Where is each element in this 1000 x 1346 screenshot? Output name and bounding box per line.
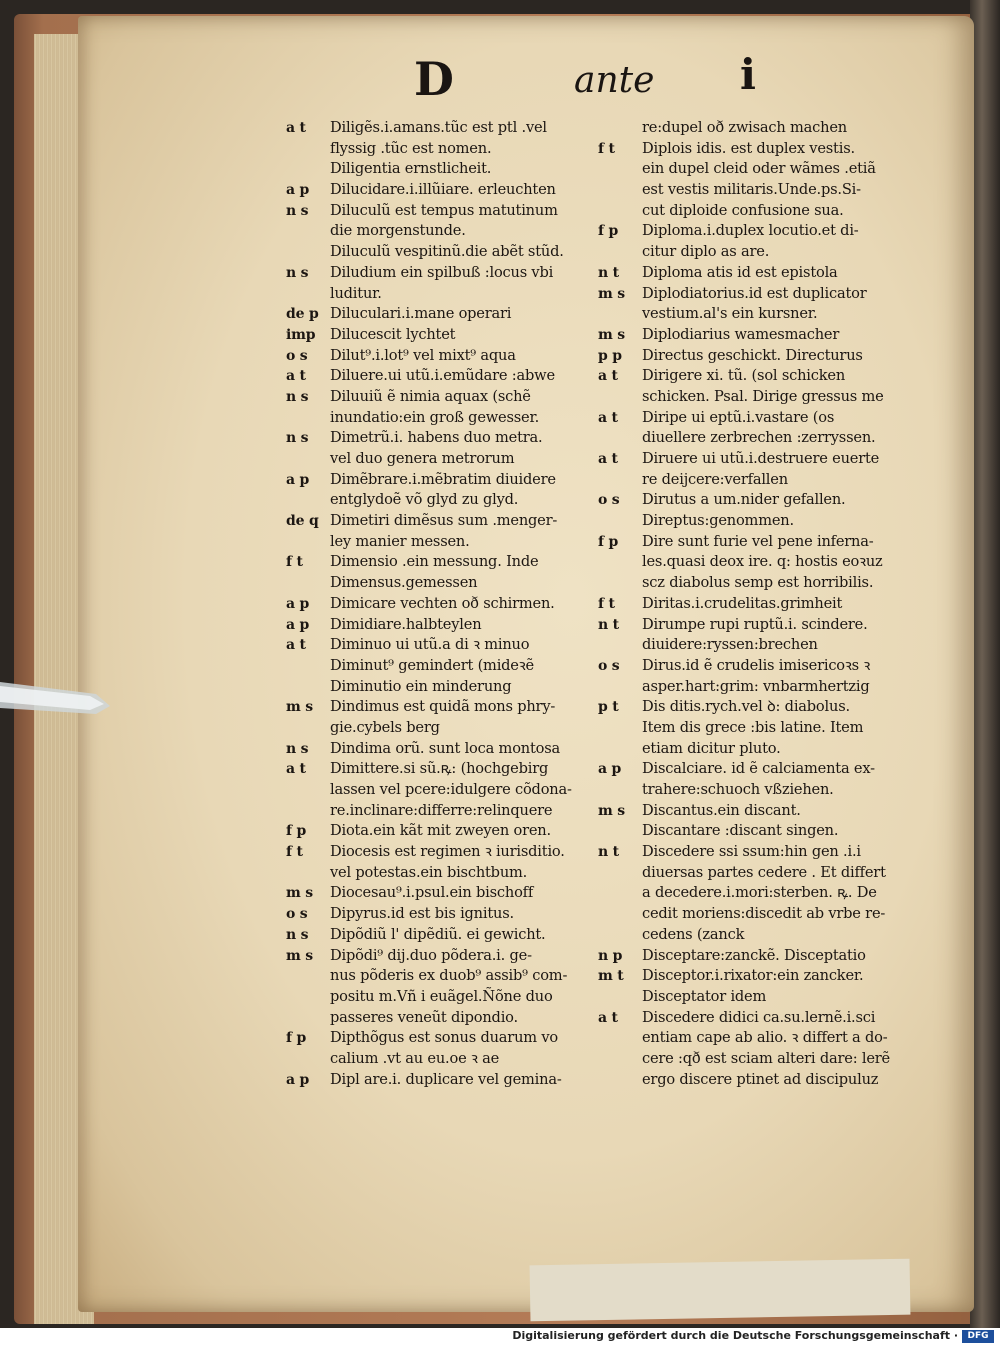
- header-signature: i: [740, 50, 756, 99]
- entry-text: Discantare :discant singen.: [642, 822, 839, 840]
- entry-text: Dimidiare.halbteylen: [330, 615, 482, 633]
- dictionary-line: [286, 159, 616, 180]
- dictionary-line: [286, 573, 616, 594]
- entry-text: gie.cybels berg: [330, 718, 440, 736]
- grammar-tag: a p: [286, 182, 310, 199]
- dictionary-line: [598, 242, 928, 263]
- grammar-tag: n s: [286, 740, 309, 757]
- dictionary-line: [286, 118, 616, 139]
- grammar-tag: f p: [598, 223, 619, 240]
- entry-text: passeres veneũt dipondio.: [330, 1008, 518, 1026]
- dictionary-line: [286, 490, 616, 511]
- dfg-logo: DFG: [962, 1330, 994, 1343]
- entry-text: die morgenstunde.: [330, 222, 466, 240]
- dictionary-line: [286, 594, 616, 615]
- dictionary-line: [598, 325, 928, 346]
- grammar-tag: a p: [598, 761, 622, 778]
- grammar-tag: a p: [286, 616, 310, 633]
- dictionary-line: [286, 532, 616, 553]
- entry-text: Dirutus a um.nider gefallen.: [642, 491, 846, 509]
- grammar-tag: a t: [598, 1009, 618, 1026]
- dictionary-line: [598, 304, 928, 325]
- entry-text: Directus geschickt. Directurus: [642, 346, 863, 364]
- entry-text: Dimetiri dimẽsus sum .menger-: [330, 512, 558, 530]
- entry-text: Dire sunt furie vel pene inferna-: [642, 532, 874, 550]
- grammar-tag: n s: [286, 202, 309, 219]
- entry-text: Dimensus.gemessen: [330, 574, 478, 592]
- entry-text: Dipõdiũ l' dipẽdiũ. ei gewicht.: [330, 925, 546, 943]
- dictionary-line: [286, 428, 616, 449]
- dictionary-line: [286, 1049, 616, 1070]
- dictionary-line: [286, 966, 616, 987]
- dictionary-line: [598, 159, 928, 180]
- entry-text: Diluculũ vespitinũ.die abẽt stũd.: [330, 243, 564, 261]
- dictionary-line: [286, 1070, 616, 1091]
- dictionary-line: [598, 1070, 928, 1091]
- dictionary-line: [286, 201, 616, 222]
- grammar-tag: a t: [598, 409, 618, 426]
- grammar-tag: n t: [598, 616, 619, 633]
- entry-text: Diluculari.i.mane operari: [330, 305, 512, 323]
- entry-text: ein dupel cleid oder wãmes .etiã: [642, 160, 876, 178]
- dictionary-line: [598, 656, 928, 677]
- dictionary-line: [598, 408, 928, 429]
- entry-text: Disceptor.i.rixator:ein zancker.: [642, 967, 864, 985]
- grammar-tag: de p: [286, 306, 319, 323]
- entry-text: Diminutio ein minderung: [330, 677, 512, 695]
- entry-text: scz diabolus semp est horribilis.: [642, 574, 874, 592]
- dictionary-line: [598, 346, 928, 367]
- entry-text: Dis ditis.rych.vel ꝺ: diabolus.: [642, 698, 850, 716]
- dictionary-line: [598, 904, 928, 925]
- funding-credit: Digitalisierung gefördert durch die Deutsche Forschungsgemeinschaft ·: [512, 1329, 958, 1342]
- grammar-tag: a t: [598, 368, 618, 385]
- dictionary-line: [598, 946, 928, 967]
- dictionary-line: [286, 449, 616, 470]
- dictionary-line: [598, 1008, 928, 1029]
- entry-text: est vestis militaris.Unde.ps.Si-: [642, 181, 861, 199]
- entry-text: Dilucidare.i.illũiare. erleuchten: [330, 181, 556, 199]
- dictionary-line: [286, 615, 616, 636]
- grammar-tag: a t: [286, 368, 306, 385]
- dictionary-line: [286, 656, 616, 677]
- dictionary-line: [286, 863, 616, 884]
- entry-text: Diripe ui eptũ.i.vastare (os: [642, 408, 835, 426]
- dictionary-line: [598, 925, 928, 946]
- dictionary-line: [286, 263, 616, 284]
- entry-text: Diluuiũ ẽ nimia aquax (schẽ: [330, 387, 531, 405]
- entry-text: Dindima orũ. sunt loca montosa: [330, 739, 561, 757]
- dictionary-line: [286, 739, 616, 760]
- dictionary-line: [598, 821, 928, 842]
- dictionary-line: [286, 677, 616, 698]
- header-word: ante: [574, 60, 655, 101]
- entry-text: Disceptator idem: [642, 987, 767, 1005]
- entry-text: Dimensio .ein messung. Inde: [330, 553, 539, 571]
- dictionary-line: [598, 718, 928, 739]
- entry-text: re.inclinare:differre:relinquere: [330, 801, 553, 819]
- entry-text: Dimittere.si sũ.ꝶ: (hochgebirg: [330, 760, 549, 778]
- grammar-tag: n s: [286, 430, 309, 447]
- dictionary-line: [598, 221, 928, 242]
- dictionary-line: [286, 408, 616, 429]
- dictionary-line: [598, 449, 928, 470]
- grammar-tag: f p: [286, 1030, 307, 1047]
- grammar-tag: o s: [598, 492, 620, 509]
- grammar-tag: f p: [286, 823, 307, 840]
- entry-text: entiam cape ab alio. ꝛ differt a do-: [642, 1029, 888, 1047]
- entry-text: Diludium ein spilbuß :locus vbi: [330, 263, 554, 281]
- dictionary-line: [286, 470, 616, 491]
- entry-text: cedens (zanck: [642, 925, 745, 943]
- dictionary-line: [598, 966, 928, 987]
- entry-text: Dirus.id ẽ crudelis imisericoꝛs ꝛ: [642, 656, 871, 674]
- entry-text: Dipõdi⁹ dij.duo põdera.i. ge-: [330, 946, 532, 964]
- entry-text: Diplodiatorius.id est duplicator: [642, 284, 867, 302]
- dictionary-line: [286, 780, 616, 801]
- dictionary-line: [286, 883, 616, 904]
- entry-text: les.quasi deox ire. q: hostis eoꝛuz: [642, 553, 883, 571]
- dictionary-line: [286, 180, 616, 201]
- entry-text: trahere:schuoch vßziehen.: [642, 781, 834, 798]
- dictionary-line: [598, 263, 928, 284]
- entry-text: entglydoẽ võ glyd zu glyd.: [330, 491, 519, 509]
- dictionary-line: [598, 201, 928, 222]
- dictionary-line: [286, 946, 616, 967]
- entry-text: schicken. Psal. Dirige gressus me: [642, 387, 884, 405]
- left-column: [286, 118, 616, 1090]
- dictionary-line: [598, 490, 928, 511]
- entry-text: Diluculũ est tempus matutinum: [330, 201, 558, 219]
- dictionary-line: [286, 1008, 616, 1029]
- grammar-tag: a p: [286, 1071, 310, 1088]
- dictionary-line: [286, 842, 616, 863]
- entry-text: vel duo genera metrorum: [330, 450, 515, 467]
- grammar-tag: f t: [286, 844, 303, 861]
- dictionary-line: [286, 304, 616, 325]
- grammar-tag: a t: [286, 637, 306, 654]
- entry-text: flyssig .tũc est nomen.: [330, 139, 492, 157]
- grammar-tag: o s: [286, 906, 308, 923]
- entry-text: nus põderis ex duob⁹ assib⁹ com-: [330, 967, 568, 985]
- dictionary-line: [286, 904, 616, 925]
- entry-text: Dipl are.i. duplicare vel gemina-: [330, 1070, 562, 1088]
- dictionary-line: [598, 1049, 928, 1070]
- grammar-tag: a p: [286, 471, 310, 488]
- dictionary-line: [286, 242, 616, 263]
- grammar-tag: n s: [286, 388, 309, 405]
- dictionary-line: [598, 366, 928, 387]
- entry-text: cere :qð est sciam alteri dare: lerẽ: [642, 1049, 890, 1067]
- grammar-tag: m s: [286, 947, 313, 964]
- entry-text: Diocesis est regimen ꝛ iurisditio.: [330, 843, 565, 861]
- entry-text: Diocesau⁹.i.psul.ein bischoff: [330, 884, 534, 902]
- grammar-tag: f t: [598, 140, 615, 157]
- grammar-tag: o s: [286, 347, 308, 364]
- dictionary-line: [598, 1028, 928, 1049]
- entry-text: ergo discere ptinet ad discipuluz: [642, 1070, 879, 1088]
- dictionary-line: [598, 511, 928, 532]
- entry-text: ley manier messen.: [330, 532, 470, 550]
- dictionary-line: [598, 552, 928, 573]
- grammar-tag: m s: [286, 699, 313, 716]
- dictionary-line: [286, 366, 616, 387]
- entry-text: re:dupel oð zwisach machen: [642, 119, 847, 136]
- entry-text: luditur.: [330, 284, 382, 302]
- adjacent-book: [970, 0, 1000, 1328]
- spine-patch: [530, 1259, 911, 1322]
- entry-text: Discedere ssi ssum:hin gen .i.i: [642, 843, 861, 861]
- entry-text: a decedere.i.mori:sterben. ꝶ. De: [642, 884, 877, 902]
- dictionary-line: [286, 221, 616, 242]
- dictionary-line: [598, 842, 928, 863]
- entry-text: positu m.Vñ i euãgel.Ñõne duo: [330, 987, 553, 1005]
- dictionary-line: [598, 801, 928, 822]
- grammar-tag: m s: [598, 802, 625, 819]
- dictionary-line: [286, 139, 616, 160]
- grammar-tag: p p: [598, 347, 622, 364]
- grammar-tag: p t: [598, 699, 619, 716]
- entry-text: Dimicare vechten oð schirmen.: [330, 594, 555, 612]
- entry-text: Disceptare:zanckẽ. Disceptatio: [642, 946, 866, 964]
- dictionary-line: [598, 387, 928, 408]
- entry-text: inundatio:ein groß gewesser.: [330, 408, 540, 426]
- dictionary-line: [286, 284, 616, 305]
- dictionary-line: [598, 677, 928, 698]
- dictionary-line: [286, 635, 616, 656]
- dictionary-line: [598, 532, 928, 553]
- entry-text: vestium.al's ein kursner.: [642, 305, 818, 323]
- entry-text: Diota.ein kãt mit zweyen oren.: [330, 822, 551, 840]
- dictionary-line: [598, 780, 928, 801]
- dictionary-line: [598, 615, 928, 636]
- grammar-tag: m t: [598, 968, 624, 985]
- dictionary-line: [598, 863, 928, 884]
- entry-text: Dimetrũ.i. habens duo metra.: [330, 429, 543, 447]
- dictionary-line: [598, 635, 928, 656]
- grammar-tag: de q: [286, 513, 319, 530]
- entry-text: Diruere ui utũ.i.destruere euerte: [642, 450, 880, 467]
- dictionary-line: [598, 883, 928, 904]
- grammar-tag: f t: [286, 554, 303, 571]
- dictionary-line: [286, 325, 616, 346]
- entry-text: Diploma atis id est epistola: [642, 263, 838, 281]
- dictionary-line: [286, 387, 616, 408]
- entry-text: cut diploide confusione sua.: [642, 201, 844, 219]
- dictionary-line: [286, 511, 616, 532]
- entry-text: Dirumpe rupi ruptũ.i. scindere.: [642, 615, 868, 633]
- entry-text: Diritas.i.crudelitas.grimheit: [642, 594, 843, 612]
- grammar-tag: a p: [286, 595, 310, 612]
- dictionary-line: [598, 180, 928, 201]
- dictionary-line: [598, 284, 928, 305]
- dictionary-line: [286, 801, 616, 822]
- dictionary-line: [598, 428, 928, 449]
- entry-text: Diligentia ernstlicheit.: [330, 160, 492, 178]
- page-holder-marker: [0, 676, 110, 716]
- entry-text: cedit moriens:discedit ab vrbe re-: [642, 905, 886, 923]
- footer: [0, 1328, 1000, 1346]
- grammar-tag: n t: [598, 844, 619, 861]
- entry-text: Diplodiarius wamesmacher: [642, 325, 840, 343]
- entry-text: vel potestas.ein bischtbum.: [330, 863, 528, 881]
- entry-text: Dindimus est quidã mons phry-: [330, 698, 556, 716]
- header-letter: D: [414, 52, 452, 106]
- dictionary-line: [286, 552, 616, 573]
- entry-text: Diplois idis. est duplex vestis.: [642, 139, 855, 157]
- entry-text: Dirigere xi. tũ. (sol schicken: [642, 367, 846, 385]
- grammar-tag: f p: [598, 533, 619, 550]
- entry-text: etiam dicitur pluto.: [642, 739, 781, 757]
- dictionary-line: [598, 987, 928, 1008]
- grammar-tag: n s: [286, 926, 309, 943]
- entry-text: asper.hart:grim: vnbarmhertzig: [642, 677, 870, 695]
- dictionary-line: [598, 594, 928, 615]
- dictionary-line: [598, 139, 928, 160]
- grammar-tag: a t: [286, 120, 306, 136]
- entry-text: diuellere zerbrechen :zerryssen.: [642, 429, 876, 447]
- right-column: [598, 118, 928, 1090]
- dictionary-line: [598, 470, 928, 491]
- entry-text: Discalciare. id ẽ calciamenta ex-: [642, 760, 875, 778]
- entry-text: Dipthõgus est sonus duarum vo: [330, 1029, 558, 1047]
- entry-text: re deijcere:verfallen: [642, 470, 788, 488]
- entry-text: Discedere didici ca.su.lernẽ.i.sci: [642, 1008, 876, 1026]
- dictionary-line: [598, 759, 928, 780]
- entry-text: Dipyrus.id est bis ignitus.: [330, 905, 514, 923]
- grammar-tag: n s: [286, 264, 309, 281]
- grammar-tag: a t: [598, 451, 618, 467]
- grammar-tag: m s: [598, 285, 625, 302]
- entry-text: Dilut⁹.i.lot⁹ vel mixt⁹ aqua: [330, 346, 516, 364]
- grammar-tag: o s: [598, 657, 620, 674]
- entry-text: Direptus:genommen.: [642, 512, 794, 530]
- entry-text: Item dis grece :bis latine. Item: [642, 718, 864, 736]
- grammar-tag: a t: [286, 761, 306, 778]
- entry-text: diuersas partes cedere . Et differt: [642, 863, 886, 881]
- entry-text: Dilucescit lychtet: [330, 325, 456, 343]
- entry-text: diuidere:ryssen:brechen: [642, 636, 818, 654]
- dictionary-line: [286, 1028, 616, 1049]
- entry-text: Diminut⁹ gemindert (mideꝛẽ: [330, 656, 534, 674]
- dictionary-line: [598, 118, 928, 139]
- grammar-tag: m s: [598, 326, 625, 343]
- grammar-tag: f t: [598, 595, 615, 612]
- dictionary-line: [598, 573, 928, 594]
- dictionary-line: [598, 697, 928, 718]
- dictionary-line: [286, 718, 616, 739]
- entry-text: citur diplo as are.: [642, 243, 770, 261]
- dictionary-line: [286, 346, 616, 367]
- grammar-tag: n p: [598, 947, 623, 964]
- entry-text: Discantus.ein discant.: [642, 801, 801, 819]
- entry-text: Diluere.ui utũ.i.emũdare :abwe: [330, 367, 555, 385]
- dictionary-line: [286, 821, 616, 842]
- entry-text: Diligẽs.i.amans.tũc est ptl .vel: [330, 119, 547, 136]
- grammar-tag: m s: [286, 885, 313, 902]
- dictionary-line: [286, 759, 616, 780]
- entry-text: lassen vel pcere:idulgere cõdona-: [330, 781, 572, 798]
- entry-text: calium .vt au eu.oe ꝛ ae: [330, 1049, 500, 1067]
- grammar-tag: imp: [286, 326, 316, 343]
- entry-text: Diploma.i.duplex locutio.et di-: [642, 222, 859, 240]
- entry-text: Diminuo ui utũ.a di ꝛ minuo: [330, 636, 530, 654]
- dictionary-line: [286, 697, 616, 718]
- grammar-tag: n t: [598, 264, 619, 281]
- dictionary-line: [286, 925, 616, 946]
- entry-text: Dimẽbrare.i.mẽbratim diuidere: [330, 470, 556, 488]
- dictionary-line: [286, 987, 616, 1008]
- dictionary-line: [598, 739, 928, 760]
